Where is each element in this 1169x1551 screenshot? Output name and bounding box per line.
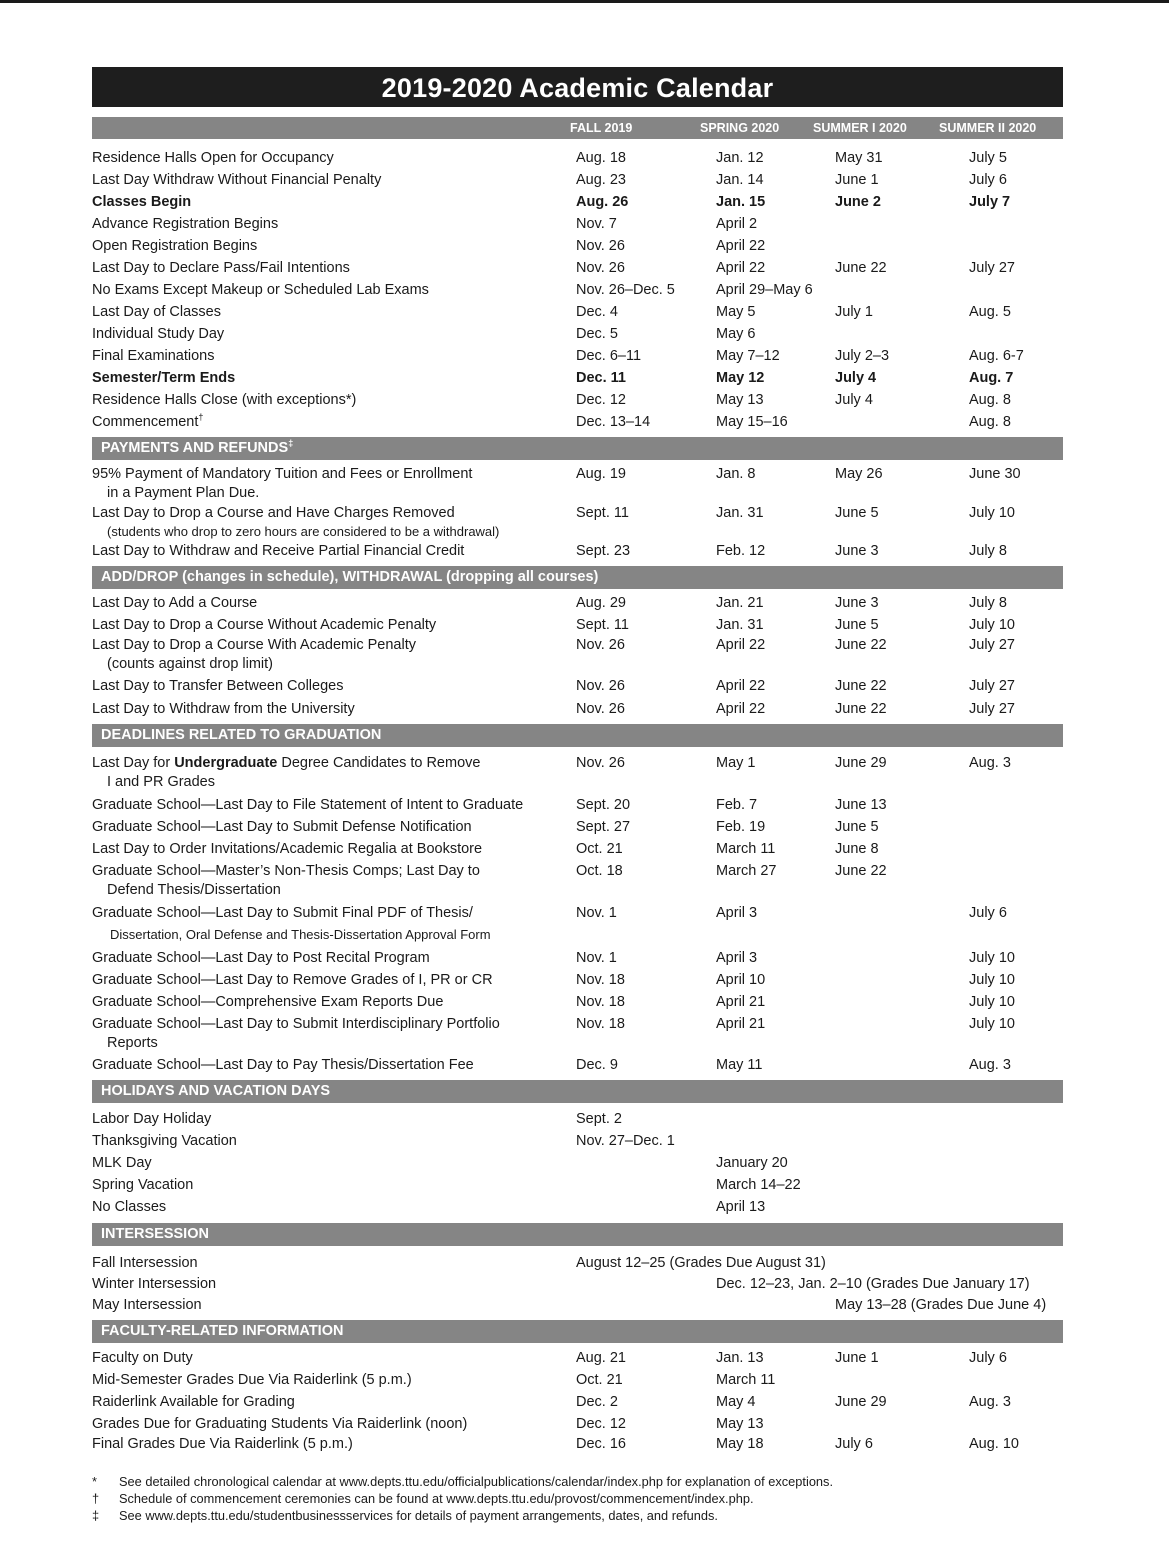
table-row: Faculty on Duty Aug. 21 Jan. 13 June 1 July 6 xyxy=(92,1350,1007,1366)
table-row: Last Day to Withdraw from the University Nov. 26 April 22 June 22 July 27 xyxy=(92,701,1015,717)
table-row: Advance Registration Begins Nov. 7 April 2 xyxy=(92,216,758,232)
table-row: Graduate School—Last Day to File Statement of Intent to Graduate Sept. 20 Feb. 7 June 13 xyxy=(92,797,887,813)
table-row: Last Day Withdraw Without Financial Penalty Aug. 23 Jan. 14 June 1 July 6 xyxy=(92,172,1007,188)
table-row: Last Day to Add a Course Aug. 29 Jan. 21 June 3 July 8 xyxy=(92,595,1007,611)
table-row: Spring Vacation March 14–22 xyxy=(92,1177,801,1193)
table-row: No Exams Except Makeup or Scheduled Lab Exams Nov. 26–Dec. 5 April 29–May 6 xyxy=(92,282,813,298)
calendar-page xyxy=(92,67,1063,1455)
column-header-summer2: SUMMER II 2020 xyxy=(939,121,1037,135)
table-row: Thanksgiving Vacation Nov. 27–Dec. 1 xyxy=(92,1133,675,1149)
table-row: Graduate School—Last Day to Submit Defense Notification Sept. 27 Feb. 19 June 5 xyxy=(92,819,879,835)
page-title: 2019-2020 Academic Calendar xyxy=(92,67,1063,107)
table-row: Last Day to Drop a Course With Academic Penalty (counts against drop limit) Nov. 26 April 22 June 22 July 27 xyxy=(92,637,1015,672)
table-row: Winter Intersession Dec. 12–23, Jan. 2–10 (Grades Due January 17) xyxy=(92,1276,1030,1292)
table-row: Final Examinations Dec. 6–11 May 7–12 July 2–3 Aug. 6-7 xyxy=(92,348,1024,364)
table-row: Labor Day Holiday Sept. 2 xyxy=(92,1111,622,1127)
section-header-holidays: HOLIDAYS AND VACATION DAYS xyxy=(92,1080,1063,1103)
table-row: Graduate School—Last Day to Submit Final PDF of Thesis/ Dissertation, Oral Defense and Thesis-Dissertation Approval Form Nov. 1 April 3 July 6 xyxy=(92,905,1007,942)
table-row: Raiderlink Available for Grading Dec. 2 May 4 June 29 Aug. 3 xyxy=(92,1394,1011,1410)
table-row: Grades Due for Graduating Students Via Raiderlink (noon) Dec. 12 May 13 xyxy=(92,1416,764,1432)
table-row: Graduate School—Last Day to Submit Interdisciplinary Portfolio Reports Nov. 18 April 21 July 10 xyxy=(92,1016,1015,1051)
section-header-faculty: FACULTY-RELATED INFORMATION xyxy=(92,1320,1063,1343)
table-row: Residence Halls Open for Occupancy Aug. 18 Jan. 12 May 31 July 5 xyxy=(92,150,1007,166)
table-row: No Classes April 13 xyxy=(92,1199,766,1215)
section-header-intersession: INTERSESSION xyxy=(92,1223,1063,1246)
section-header-payments: PAYMENTS AND REFUNDS‡ xyxy=(92,437,1063,460)
table-row: Residence Halls Close (with exceptions*) Dec. 12 May 13 July 4 Aug. 8 xyxy=(92,392,1011,408)
table-row: Graduate School—Last Day to Remove Grades of I, PR or CR Nov. 18 April 10 July 10 xyxy=(92,972,1015,988)
column-header-fall: FALL 2019 xyxy=(570,121,633,135)
table-row: 95% Payment of Mandatory Tuition and Fees or Enrollment in a Payment Plan Due. Aug. 19 Jan. 8 May 26 June 30 xyxy=(92,466,1021,501)
table-row: Graduate School—Last Day to Pay Thesis/Dissertation Fee Dec. 9 May 11 Aug. 3 xyxy=(92,1057,1011,1073)
table-row: MLK Day January 20 xyxy=(92,1155,788,1171)
table-row: Fall Intersession August 12–25 (Grades Due August 31) xyxy=(92,1255,826,1271)
table-row: May Intersession May 13–28 (Grades Due June 4) xyxy=(92,1297,1047,1313)
table-row: Open Registration Begins Nov. 26 April 22 xyxy=(92,238,766,254)
table-row: Last Day to Drop a Course Without Academic Penalty Sept. 11 Jan. 31 June 5 July 10 xyxy=(92,617,1015,633)
table-row: Last Day of Classes Dec. 4 May 5 July 1 Aug. 5 xyxy=(92,304,1011,320)
table-row: Last Day to Withdraw and Receive Partial Financial Credit Sept. 23 Feb. 12 June 3 July 8 xyxy=(92,543,1007,559)
table-row: Last Day to Transfer Between Colleges Nov. 26 April 22 June 22 July 27 xyxy=(92,678,1015,694)
table-row: Graduate School—Master’s Non-Thesis Comps; Last Day to Defend Thesis/Dissertation Oct. 18 March 27 June 22 xyxy=(92,863,887,898)
table-row: Semester/Term Ends Dec. 11 May 12 July 4 Aug. 7 xyxy=(92,370,1014,386)
table-row: Individual Study Day Dec. 5 May 6 xyxy=(92,326,756,342)
table-row: Graduate School—Comprehensive Exam Reports Due Nov. 18 April 21 July 10 xyxy=(92,994,1015,1010)
column-header-summer1: SUMMER I 2020 xyxy=(813,121,907,135)
section-header-graduation: DEADLINES RELATED TO GRADUATION xyxy=(92,724,1063,747)
top-border xyxy=(0,0,1169,3)
table-row: Mid-Semester Grades Due Via Raiderlink (5 p.m.) Oct. 21 March 11 xyxy=(92,1372,776,1388)
table-row: Last Day to Drop a Course and Have Charges Removed (students who drop to zero hours are considered to be a withdrawal) Sept. 11 Jan. 31 June 5 July 10 xyxy=(92,505,1015,539)
dagger-footnote-mark: † xyxy=(198,412,204,423)
column-header-bar xyxy=(92,117,1063,139)
table-row: Final Grades Due Via Raiderlink (5 p.m.) Dec. 16 May 18 July 6 Aug. 10 xyxy=(92,1436,1019,1452)
section-header-adddrop: ADD/DROP (changes in schedule), WITHDRAWAL (dropping all courses) xyxy=(92,566,1063,589)
table-row: Commencement† Dec. 13–14 May 15–16 Aug. 8 xyxy=(92,412,1011,430)
column-header-spring: SPRING 2020 xyxy=(700,121,780,135)
table-row: Last Day for Undergraduate Degree Candidates to Remove I and PR Grades Nov. 26 May 1 June 29 Aug. 3 xyxy=(92,755,1011,790)
table-row: Classes Begin Aug. 26 Jan. 15 June 2 July 7 xyxy=(92,194,1011,210)
table-row: Last Day to Declare Pass/Fail Intentions Nov. 26 April 22 June 22 July 27 xyxy=(92,260,1015,276)
table-row: Graduate School—Last Day to Post Recital Program Nov. 1 April 3 July 10 xyxy=(92,950,1015,966)
table-row: Last Day to Order Invitations/Academic Regalia at Bookstore Oct. 21 March 11 June 8 xyxy=(92,841,879,857)
